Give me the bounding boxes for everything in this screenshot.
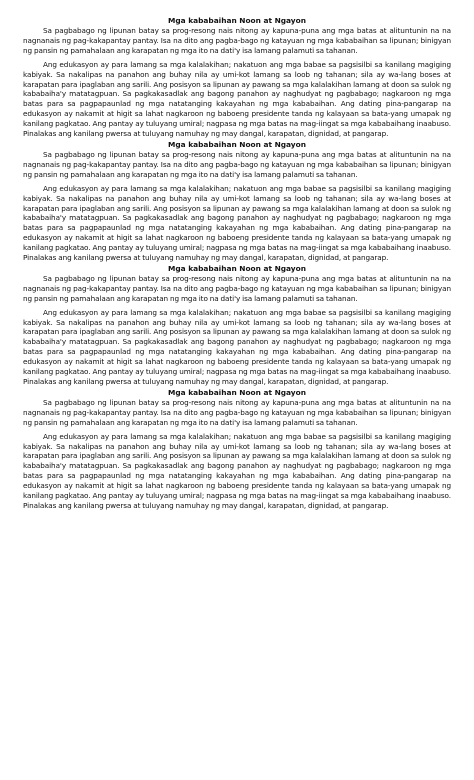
document-page [23,16,451,511]
essay-title: Mga kababaihan Noon at Ngayon [168,387,306,397]
essay-section-4 [23,388,451,511]
essay-paragraph-1: Sa pagbabago ng lipunan batay sa prog-resong nais nitong ay kapuna-puna ang mga batas at alituntunin na na nagnanais ng pag-kakapantay pantay. Isa na dito ang pagba-bago ng katayuan ng mga kababaihan sa lipunan; binigyan ng pansin ng pamahalaan ang karapatan ng mga ito na dati'y isa lamang palamuti sa tahanan. [23,273,451,303]
essay-paragraph-1: Sa pagbabago ng lipunan batay sa prog-resong nais nitong ay kapuna-puna ang mga batas at alituntunin na na nagnanais ng pag-kakapantay pantay. Isa na dito ang pagba-bago ng katayuan ng mga kababaihan sa lipunan; binigyan ng pansin ng pamahalaan ang karapatan ng mga ito na dati'y isa lamang palamuti sa tahanan. [23,397,451,427]
essay-title: Mga kababaihan Noon at Ngayon [168,139,306,149]
essay-paragraph-1: Sa pagbabago ng lipunan batay sa prog-resong nais nitong ay kapuna-puna ang mga batas at alituntunin na na nagnanais ng pag-kakapantay pantay. Isa na dito ang pagba-bago ng katayuan ng mga kababaihan sa lipunan; binigyan ng pansin ng pamahalaan ang karapatan ng mga ito na dati'y isa lamang palamuti sa tahanan. [23,26,451,55]
essay-title: Mga kababaihan Noon at Ngayon [168,263,306,273]
essay-section-1 [23,16,451,139]
essay-paragraph-2: Ang edukasyon ay para lamang sa mga kalalakihan; nakatuon ang mga babae sa pagsisilbi sa kanilang magiging kabiyak. Sa nakalipas na panahon ang buhay nila ay umi-kot lamang sa loob ng tahanan; sila ay wa-lang boses at karapatan para ipaglaban ang sarili. Ang posisyon sa lipunan ay pawang sa mga kalalakihan lamang at doon sa sulok ng kababaiha'y matatagpuan. Sa pagkakasadlak ang bagong panahon ay naghudyat ng pagbabago; nagkaroon ng mga batas para sa pagpapaunlad ng mga natatanging kakayahan ng mga kababaihan. Ang dating pina-pangarap na edukasyon ay nakamit at higit sa lahat nagkaroon ng baboeng presidente tanda ng kalayaan sa bata-yang umapak ng kanilang pagkatao. Ang pantay ay tuluyang umiral; nagpasa ng mga batas na mag-iingat sa mga kababaihang inaabuso. Pinalakas ang kanilang pwersa at tuluyang namuhay ng may dangal, karapatan, dignidad, at pangarap. [23,431,451,510]
essay-section-3 [23,264,451,387]
essay-section-2 [23,140,451,263]
essay-paragraph-2: Ang edukasyon ay para lamang sa mga kalalakihan; nakatuon ang mga babae sa pagsisilbi sa kanilang magiging kabiyak. Sa nakalipas na panahon ang buhay nila ay umi-kot lamang sa loob ng tahanan; sila ay wa-lang boses at karapatan para ipaglaban ang sarili. Ang posisyon sa lipunan ay pawang sa mga kalalakihan lamang at doon sa sulok ng kababaiha'y matatagpuan. Sa pagkakasadlak ang bagong panahon ay naghudyat ng pagbabago; nagkaroon ng mga batas para sa pagpapaunlad ng mga natatanging kakayahan ng mga kababaihan. Ang dating pina-pangarap na edukasyon ay nakamit at higit sa lahat nagkaroon ng baboeng presidente tanda ng kalayaan sa bata-yang umapak ng kanilang pagkatao. Ang pantay ay tuluyang umiral; nagpasa ng mga batas na mag-iingat sa mga kababaihang inaabuso. Pinalakas ang kanilang pwersa at tuluyang namuhay ng may dangal, karapatan, dignidad, at pangarap. [23,183,451,263]
essay-paragraph-2: Ang edukasyon ay para lamang sa mga kalalakihan; nakatuon ang mga babae sa pagsisilbi sa kanilang magiging kabiyak. Sa nakalipas na panahon ang buhay nila ay umi-kot lamang sa loob ng tahanan; sila ay wa-lang boses at karapatan para ipaglaban ang sarili. Ang posisyon sa lipunan ay pawang sa mga kalalakihan lamang at doon sa sulok ng kababaiha'y matatagpuan. Sa pagkakasadlak ang bagong panahon ay naghudyat ng pagbabago; nagkaroon ng mga batas para sa pagpapaunlad ng mga natatanging kakayahan ng mga kababaihan. Ang dating pina-pangarap na edukasyon ay nakamit at higit sa lahat nagkaroon ng baboeng presidente tanda ng kalayaan sa bata-yang umapak ng kanilang pagkatao. Ang pantay ay tuluyang umiral; nagpasa ng mga batas na mag-iingat sa mga kababaihang inaabuso. Pinalakas ang kanilang pwersa at tuluyang namuhay ng may dangal, karapatan, dignidad, at pangarap. [23,307,451,386]
essay-paragraph-2: Ang edukasyon ay para lamang sa mga kalalakihan; nakatuon ang mga babae sa pagsisilbi sa kanilang magiging kabiyak. Sa nakalipas na panahon ang buhay nila ay umi-kot lamang sa loob ng tahanan; sila ay wa-lang boses at karapatan para ipaglaban ang sarili. Ang posisyon sa lipunan ay pawang sa mga kalalakihan lamang at doon sa sulok ng kababaiha'y matatagpuan. Sa pagkakasadlak ang bagong panahon ay naghudyat ng pagbabago; nagkaroon ng mga batas para sa pagpapaunlad ng mga natatanging kakayahan ng mga kababaihan. Ang dating pina-pangarap na edukasyon ay nakamit at higit sa lahat nagkaroon ng baboeng presidente tanda ng kalayaan sa bata-yang umapak ng kanilang pagkatao. Ang pantay ay tuluyang umiral; nagpasa ng mga batas na mag-iingat sa mga kababaihang inaabuso. Pinalakas ang kanilang pwersa at tuluyang namuhay ng may dangal, karapatan, dignidad, at pangarap. [23,59,451,139]
essay-paragraph-1: Sa pagbabago ng lipunan batay sa prog-resong nais nitong ay kapuna-puna ang mga batas at alituntunin na na nagnanais ng pag-kakapantay pantay. Isa na dito ang pagba-bago ng katayuan ng mga kababaihan sa lipunan; binigyan ng pansin ng pamahalaan ang karapatan ng mga ito na dati'y isa lamang palamuti sa tahanan. [23,149,451,179]
essay-title: Mga kababaihan Noon at Ngayon [168,16,306,25]
